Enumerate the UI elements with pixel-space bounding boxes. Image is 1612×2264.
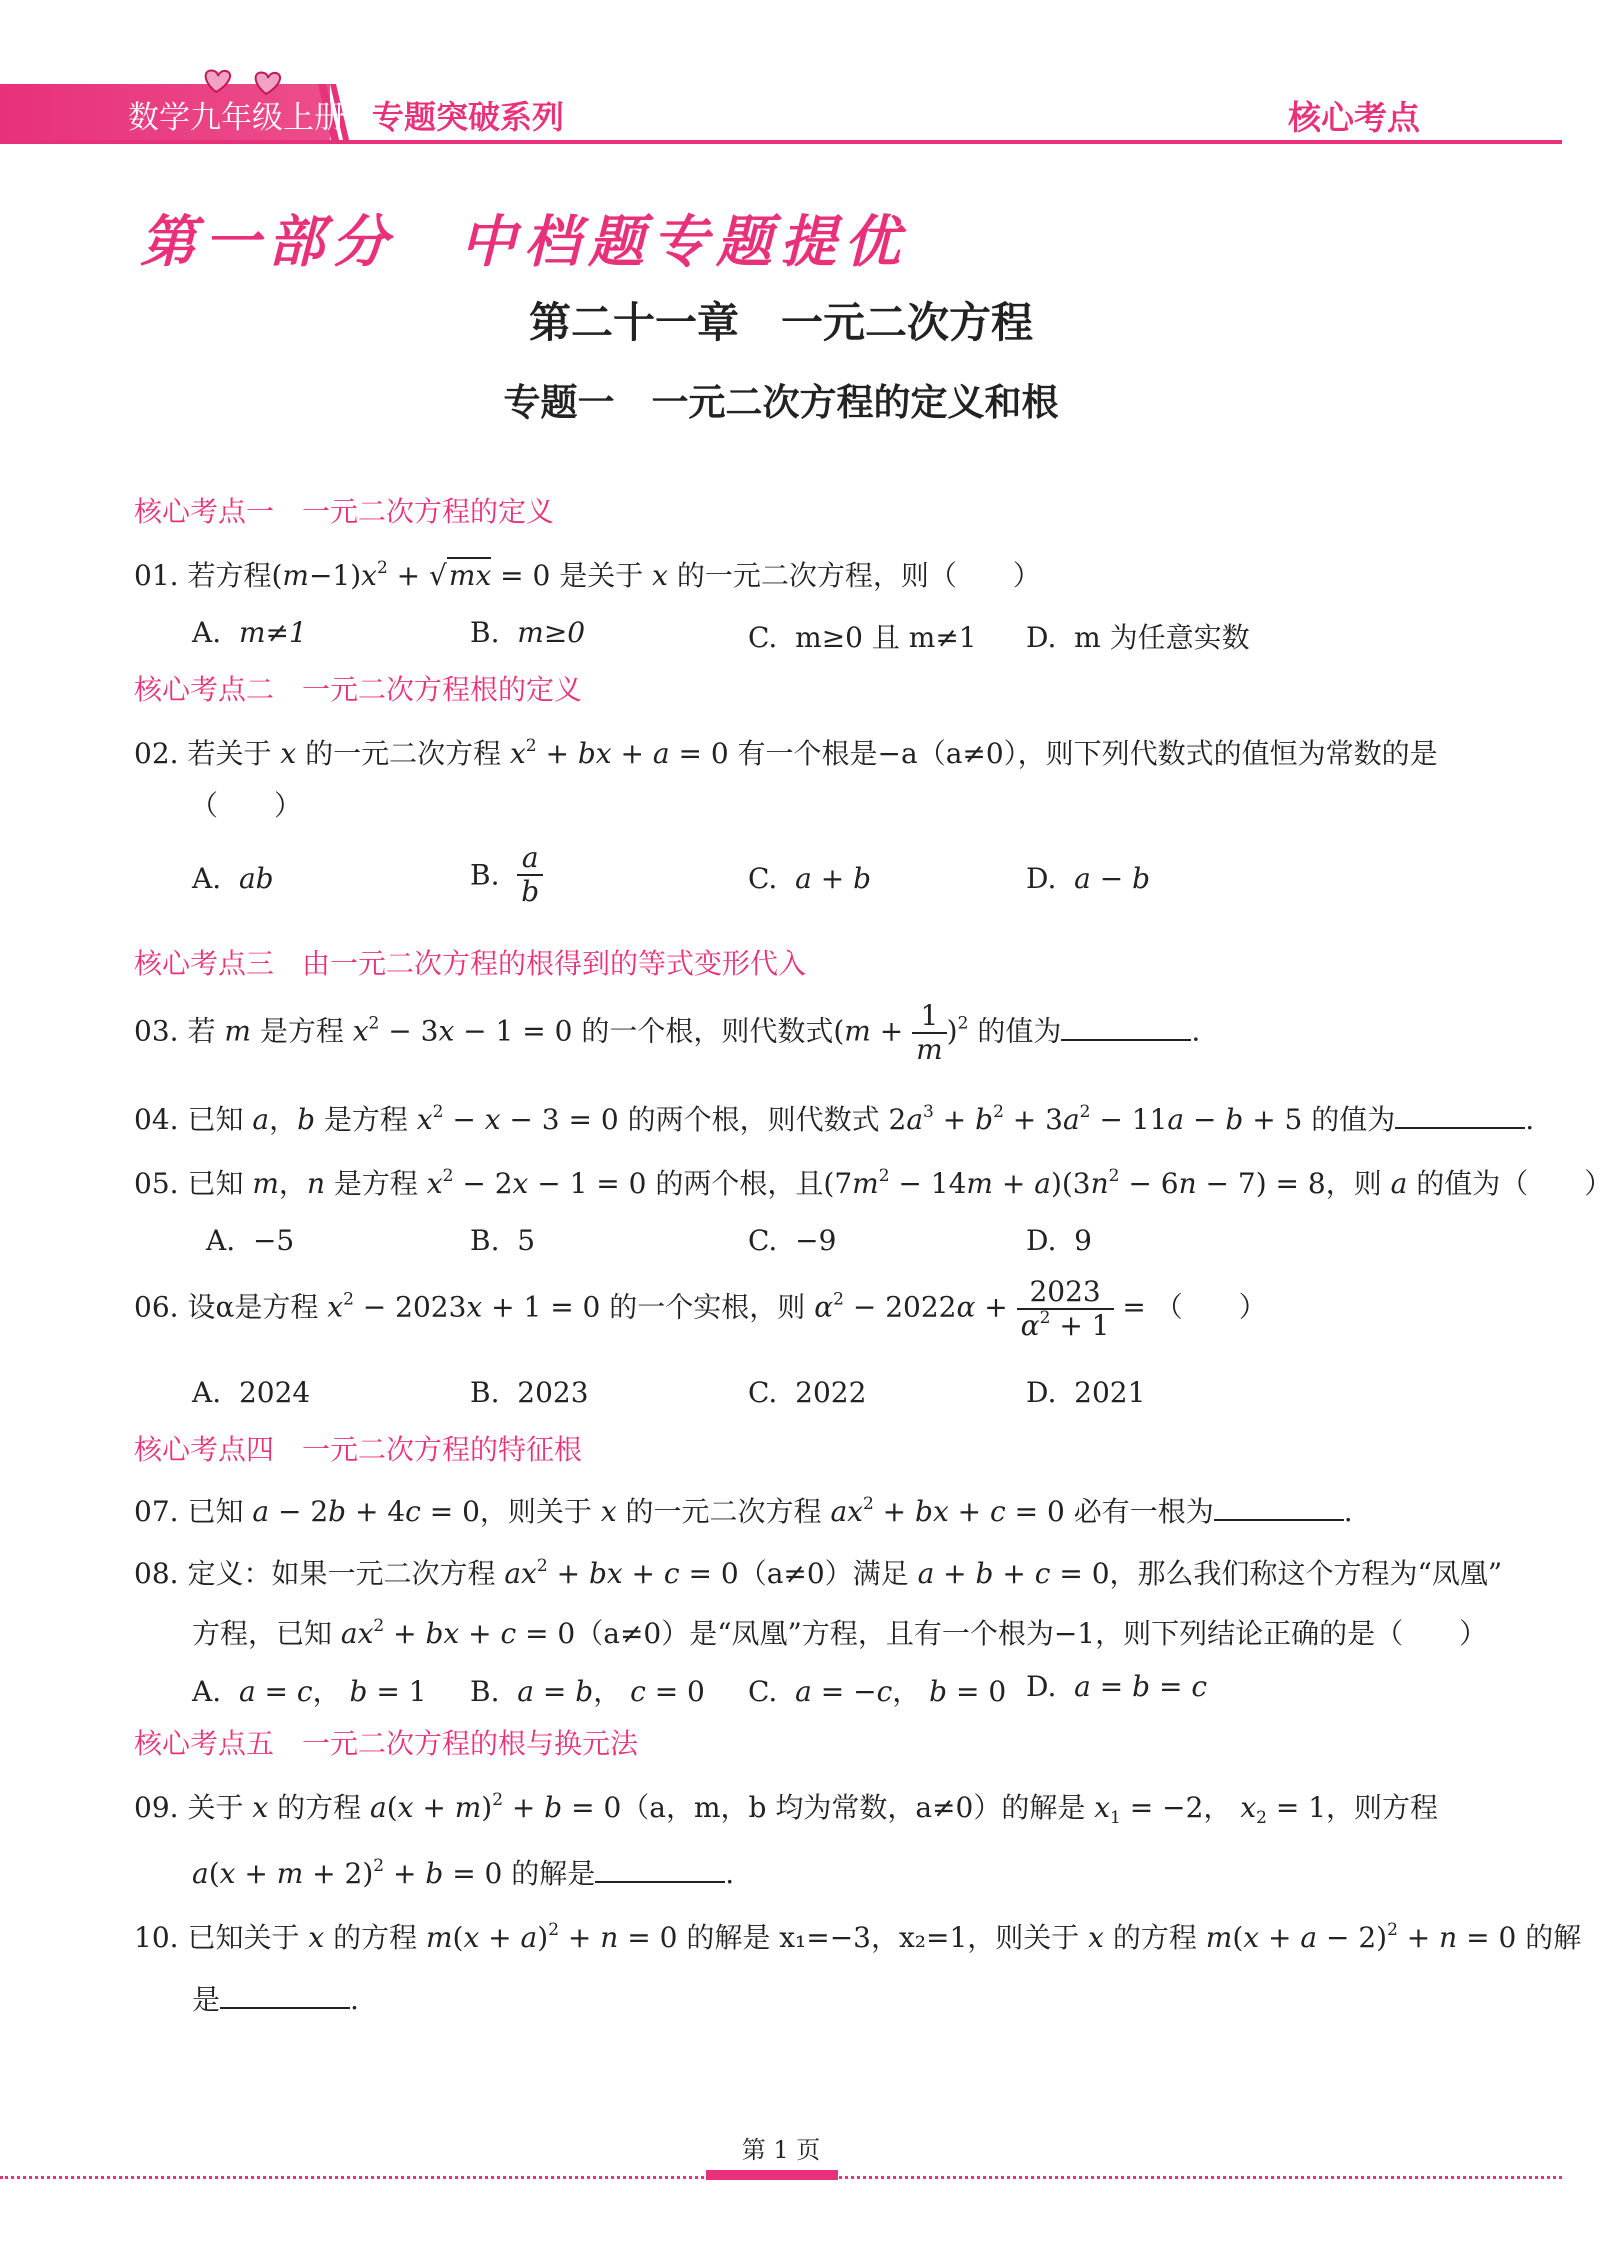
section-heading-3: 核心考点三 由一元二次方程的根得到的等式变形代入 — [134, 947, 807, 980]
question-10-line2: 是 . — [192, 1983, 359, 2016]
chapter-title: 第二十一章 一元二次方程 — [528, 298, 1033, 347]
q02-option-a[interactable]: A. ab — [192, 862, 274, 895]
question-10: 10. 已知关于 x 的方程 $m(x + a)^2 + n = 0$ 的解是 x₁=−3，x₂=1，则关于 x 的方程 $m(x + a - 2)^2 + n = 0$ 的解 — [134, 1920, 1582, 1954]
q06-option-a[interactable]: A. 2024 — [192, 1376, 311, 1409]
part-title: 第一部分 中档题专题提优 — [140, 209, 908, 275]
q08-option-b[interactable]: B. a = b， c = 0 — [470, 1675, 705, 1708]
q02-option-c[interactable]: C. a + b — [748, 862, 872, 895]
section-heading-1: 核心考点一 一元二次方程的定义 — [134, 495, 555, 528]
header-rule — [0, 140, 1562, 144]
series-title: 专题突破系列 — [372, 98, 565, 136]
q08-option-d[interactable]: D. a = b = c — [1026, 1670, 1208, 1703]
section-heading-2: 核心考点二 一元二次方程根的定义 — [134, 673, 583, 706]
q04-blank[interactable] — [1395, 1101, 1525, 1129]
book-title: 数学九年级上册 — [128, 100, 345, 136]
q02-answer-paren: （ ） — [190, 789, 303, 822]
q06-option-c[interactable]: C. 2022 — [748, 1376, 867, 1409]
footer-accent-bar — [706, 2170, 838, 2180]
q08-option-a[interactable]: A. a = c， b = 1 — [192, 1675, 427, 1708]
q05-option-a[interactable]: A. −5 — [206, 1224, 295, 1257]
question-04: 04. 已知 a，b 是方程 $x^2 - x - 3 = 0$ 的两个根，则代数式 $2a^3 + b^2 + 3a^2 - 11a - b + 5$ 的值为 . — [134, 1102, 1535, 1136]
q05-option-c[interactable]: C. −9 — [748, 1224, 837, 1257]
question-02: 02. 若关于 x 的一元二次方程 $x^2$ + bx + a = 0 有一个根是−a（a≠0），则下列代数式的值恒为常数的是 — [134, 736, 1438, 770]
q05-option-b[interactable]: B. 5 — [470, 1224, 536, 1257]
q08-option-c[interactable]: C. a = −c， b = 0 — [748, 1675, 1007, 1708]
section-heading-5: 核心考点五 一元二次方程的根与换元法 — [134, 1727, 639, 1760]
question-07: 07. 已知 a − 2b + 4c = 0，则关于 x 的一元二次方程 $ax^2$ + bx + c = 0 必有一根为 . — [134, 1494, 1353, 1528]
q02-option-b[interactable]: B. $\frac{a}{b}$ — [470, 842, 543, 908]
question-08-line2: 方程，已知 $ax^2$ + bx + c = 0（a≠0）是“凤凰”方程，且有一个根为−1，则下列结论正确的是（ ） — [192, 1616, 1488, 1650]
q01-option-b[interactable]: B. m≥0 — [470, 616, 586, 649]
q09-blank[interactable] — [595, 1855, 725, 1883]
q05-option-d[interactable]: D. 9 — [1026, 1224, 1092, 1257]
question-03: 03. 若 m 是方程 $x^2 - 3x - 1 = 0$ 的一个根，则代数式(m + $\frac{1}{m}$ )$^2$ 的值为 . — [134, 999, 1201, 1067]
q10-blank[interactable] — [220, 1981, 350, 2009]
question-05: 05. 已知 m，n 是方程 $x^2 - 2x - 1 = 0$ 的两个根，且$(7m^2 - 14m + a)(3n^2 - 6n - 7) = 8$，则 a 的值为（ ） — [134, 1166, 1612, 1200]
question-01: 01. 若方程$(m-1)x^2 + √mx = 0$ 是关于 x 的一元二次方程，则（ ） — [134, 558, 1041, 592]
q02-option-d[interactable]: D. a − b — [1026, 862, 1151, 895]
question-09: 09. 关于 x 的方程 $a(x + m)^2 + b = 0(a$，m，b 均为常数，a≠0）的解是 $x_1 = -2$， $x_2 = 1$，则方程 — [134, 1790, 1439, 1828]
q06-option-d[interactable]: D. 2021 — [1026, 1376, 1146, 1409]
question-09-line2: $a(x + m + 2)^2 + b = 0$ 的解是 . — [192, 1856, 735, 1890]
page-number: 第 1 页 — [741, 2136, 821, 2164]
q03-blank[interactable] — [1061, 1013, 1191, 1041]
question-06: 06. 设α是方程 $x^2 - 2023x + 1 = 0$ 的一个实根，则 $\alpha^2 - 2022\alpha$ + $\frac{2023}{\alpha^2 + 1}$ = （ ） — [134, 1275, 1267, 1343]
q01-option-c[interactable]: C. m≥0 且 m≠1 — [748, 621, 977, 654]
q06-option-b[interactable]: B. 2023 — [470, 1376, 589, 1409]
header-section-label: 核心考点 — [1288, 98, 1420, 137]
question-08: 08. 定义：如果一元二次方程 $ax^2$ + bx + c = 0（a≠0）满足 a + b + c = 0，那么我们称这个方程为“凤凰” — [134, 1556, 1503, 1590]
q01-option-a[interactable]: A. m≠1 — [192, 616, 307, 649]
section-heading-4: 核心考点四 一元二次方程的特征根 — [134, 1433, 583, 1466]
topic-title: 专题一 一元二次方程的定义和根 — [503, 380, 1059, 424]
q07-blank[interactable] — [1214, 1493, 1344, 1521]
q01-option-d[interactable]: D. m 为任意实数 — [1026, 621, 1250, 654]
